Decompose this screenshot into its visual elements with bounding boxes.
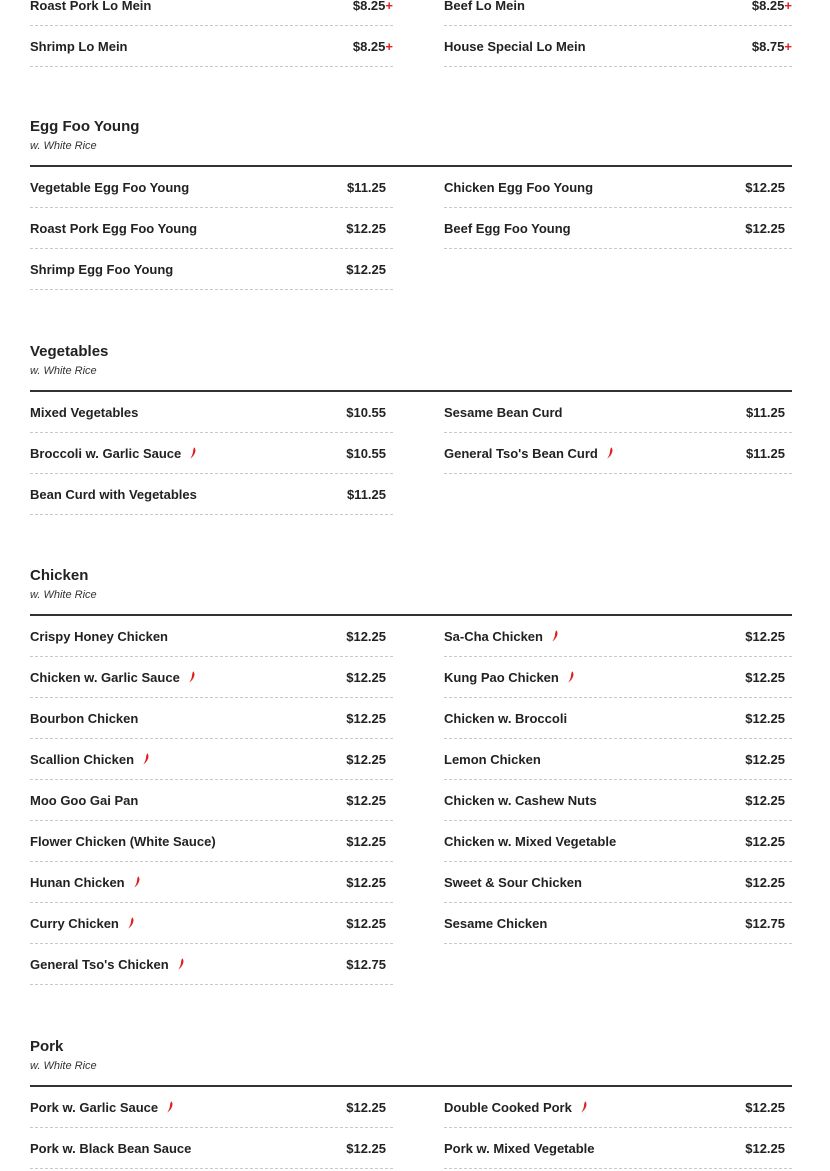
menu-item-name: Roast Pork Lo Mein bbox=[30, 0, 152, 13]
menu-item-name bbox=[30, 487, 197, 502]
plus-icon[interactable]: + bbox=[784, 39, 792, 54]
menu-item[interactable] bbox=[444, 862, 792, 903]
menu-item[interactable] bbox=[30, 1128, 393, 1169]
menu-item-price: $11.25 bbox=[346, 180, 386, 195]
menu-item-name bbox=[30, 916, 135, 931]
menu-item-name-text: Scallion Chicken bbox=[30, 752, 135, 767]
menu-item-price: $12.25 bbox=[745, 875, 785, 890]
chili-pepper-icon bbox=[166, 1101, 174, 1113]
menu-item-name-text: Sesame Chicken bbox=[444, 916, 548, 931]
plus-icon[interactable]: + bbox=[784, 0, 792, 13]
menu-item-name bbox=[30, 262, 173, 277]
section-right-column bbox=[444, 1087, 792, 1169]
menu-item-name-text: General Tso's Chicken bbox=[30, 957, 169, 972]
menu-item-name-text: Lemon Chicken bbox=[444, 752, 541, 767]
menu-item-name bbox=[444, 793, 597, 808]
chili-pepper-icon bbox=[188, 671, 196, 683]
menu-item-price: $12.25 bbox=[346, 1141, 386, 1156]
menu-item-name bbox=[30, 629, 168, 644]
menu-item-name bbox=[30, 1141, 191, 1156]
menu-item-name-text: Mixed Vegetables bbox=[30, 405, 139, 420]
menu-item-price: $8.25+ bbox=[352, 39, 393, 54]
menu-item[interactable] bbox=[30, 821, 393, 862]
menu-item-name bbox=[444, 834, 616, 849]
menu-item[interactable] bbox=[444, 616, 792, 657]
menu-item-price: $12.25 bbox=[346, 711, 386, 726]
menu-item-price: $12.25 bbox=[346, 670, 386, 685]
menu-item-name-text: Beef Egg Foo Young bbox=[444, 221, 571, 236]
section-right-column bbox=[444, 392, 792, 474]
menu-item-name-text: Bourbon Chicken bbox=[30, 711, 139, 726]
menu-item[interactable] bbox=[30, 392, 393, 433]
menu-item-price: $10.55 bbox=[346, 405, 386, 420]
menu-item-name-text: Pork w. Black Bean Sauce bbox=[30, 1141, 192, 1156]
menu-item-name-text: Vegetable Egg Foo Young bbox=[30, 180, 190, 195]
menu-item-name-text: Moo Goo Gai Pan bbox=[30, 793, 139, 808]
menu-item-name bbox=[444, 629, 559, 644]
menu-item[interactable] bbox=[444, 657, 792, 698]
menu-item-name-text: Broccoli w. Garlic Sauce bbox=[30, 446, 182, 461]
menu-item-name bbox=[30, 793, 138, 808]
menu-item-price: $12.25 bbox=[346, 916, 386, 931]
menu-item[interactable] bbox=[444, 780, 792, 821]
menu-item-price: $12.25 bbox=[346, 834, 386, 849]
section-subtitle: w. White Rice bbox=[30, 365, 97, 377]
menu-item-name bbox=[30, 957, 185, 972]
menu-item-price: $11.25 bbox=[745, 446, 785, 461]
menu-item-name bbox=[444, 405, 563, 420]
menu-item-price: $12.25 bbox=[745, 1141, 785, 1156]
menu-item-name-text: Kung Pao Chicken bbox=[444, 670, 559, 685]
menu-item[interactable] bbox=[444, 392, 792, 433]
menu-item-name bbox=[30, 405, 138, 420]
menu-item[interactable] bbox=[30, 0, 393, 26]
menu-item-name bbox=[30, 670, 196, 685]
menu-item-price: $12.25 bbox=[745, 834, 785, 849]
menu-item-name bbox=[30, 221, 197, 236]
section-title: Chicken bbox=[30, 567, 89, 584]
menu-item-price: $12.25 bbox=[745, 1100, 785, 1115]
menu-item-name-text: Chicken w. Mixed Vegetable bbox=[444, 834, 617, 849]
menu-item-name bbox=[30, 711, 138, 726]
menu-item-name-text: Chicken w. Broccoli bbox=[444, 711, 568, 726]
menu-item[interactable] bbox=[444, 433, 792, 474]
menu-item-name-text: Shrimp Egg Foo Young bbox=[30, 262, 174, 277]
menu-item-name: House Special Lo Mein bbox=[444, 39, 586, 54]
menu-item[interactable] bbox=[444, 739, 792, 780]
menu-item-price: $12.25 bbox=[346, 1100, 386, 1115]
chili-pepper-icon bbox=[133, 876, 141, 888]
menu-item-name-text: Hunan Chicken bbox=[30, 875, 125, 890]
menu-item[interactable] bbox=[444, 698, 792, 739]
menu-item-name bbox=[30, 446, 197, 461]
menu-item-price: $12.25 bbox=[346, 752, 386, 767]
menu-item-name bbox=[444, 752, 541, 767]
section-right-column bbox=[444, 167, 792, 249]
menu-item-name bbox=[444, 711, 567, 726]
menu-item[interactable] bbox=[444, 1128, 792, 1169]
menu-item[interactable] bbox=[30, 474, 393, 515]
menu-item-name-text: Chicken w. Cashew Nuts bbox=[444, 793, 597, 808]
menu-item-name bbox=[30, 1100, 174, 1115]
section-left-column bbox=[30, 392, 393, 515]
menu-item-name bbox=[444, 875, 582, 890]
menu-item-price: $10.55 bbox=[346, 446, 386, 461]
plus-icon[interactable]: + bbox=[385, 39, 393, 54]
menu-item-name-text: Pork w. Mixed Vegetable bbox=[444, 1141, 595, 1156]
menu-item[interactable] bbox=[30, 167, 393, 208]
chili-pepper-icon bbox=[142, 753, 150, 765]
menu-item-name-text: Double Cooked Pork bbox=[444, 1100, 572, 1115]
menu-item[interactable] bbox=[30, 433, 393, 474]
chili-pepper-icon bbox=[551, 630, 559, 642]
menu-item-price: $12.25 bbox=[745, 670, 785, 685]
menu-item-price: $12.75 bbox=[745, 916, 785, 931]
chili-pepper-icon bbox=[580, 1101, 588, 1113]
menu-item[interactable] bbox=[444, 208, 792, 249]
menu-item-name-text: Chicken w. Garlic Sauce bbox=[30, 670, 180, 685]
menu-item[interactable] bbox=[30, 26, 393, 67]
menu-item-name-text: Sa-Cha Chicken bbox=[444, 629, 543, 644]
menu-item-price: $12.25 bbox=[745, 221, 785, 236]
lo-mein-right-column bbox=[444, 0, 792, 67]
menu-item[interactable] bbox=[30, 1087, 393, 1128]
menu-item-name bbox=[444, 1141, 595, 1156]
menu-item-name-text: Curry Chicken bbox=[30, 916, 119, 931]
chili-pepper-icon bbox=[189, 447, 197, 459]
menu-item-name-text: Sesame Bean Curd bbox=[444, 405, 563, 420]
menu-item-name bbox=[444, 1100, 588, 1115]
menu-item-price: $12.75 bbox=[346, 957, 386, 972]
menu-item[interactable] bbox=[30, 249, 393, 290]
section-left-column bbox=[30, 616, 393, 985]
menu-item-name: Shrimp Lo Mein bbox=[30, 39, 128, 54]
menu-item-name: Beef Lo Mein bbox=[444, 0, 525, 13]
menu-item-name bbox=[444, 180, 593, 195]
menu-item-name bbox=[30, 752, 150, 767]
lo-mein-left-column bbox=[30, 0, 393, 67]
menu-item[interactable] bbox=[444, 26, 792, 67]
chili-pepper-icon bbox=[127, 917, 135, 929]
menu-item-price: $12.25 bbox=[745, 711, 785, 726]
section-subtitle: w. White Rice bbox=[30, 589, 97, 601]
menu-item-price: $12.25 bbox=[346, 793, 386, 808]
menu-item-price: $12.25 bbox=[346, 262, 386, 277]
menu-item[interactable] bbox=[30, 208, 393, 249]
chili-pepper-icon bbox=[567, 671, 575, 683]
menu-item-name-text: General Tso's Bean Curd bbox=[444, 446, 598, 461]
menu-item[interactable] bbox=[30, 944, 393, 985]
section-left-column bbox=[30, 1087, 393, 1169]
chili-pepper-icon bbox=[177, 958, 185, 970]
menu-item-price: $12.25 bbox=[745, 793, 785, 808]
menu-item[interactable] bbox=[444, 903, 792, 944]
menu-item-name bbox=[30, 875, 141, 890]
section-title: Vegetables bbox=[30, 343, 109, 360]
menu-item[interactable] bbox=[444, 1087, 792, 1128]
menu-item-price: $11.25 bbox=[745, 405, 785, 420]
plus-icon[interactable]: + bbox=[385, 0, 393, 13]
menu-item-name-text: Pork w. Garlic Sauce bbox=[30, 1100, 159, 1115]
menu-item-name bbox=[444, 916, 547, 931]
menu-item[interactable] bbox=[30, 780, 393, 821]
section-title: Pork bbox=[30, 1038, 64, 1055]
section-right-column bbox=[444, 616, 792, 944]
menu-item-name-text: Roast Pork Egg Foo Young bbox=[30, 221, 198, 236]
menu-item-price: $12.25 bbox=[745, 180, 785, 195]
menu-item-price: $8.75+ bbox=[751, 39, 792, 54]
menu-item[interactable] bbox=[30, 657, 393, 698]
menu-item-name-text: Flower Chicken (White Sauce) bbox=[30, 834, 216, 849]
menu-item-price: $12.25 bbox=[745, 752, 785, 767]
menu-item-price: $12.25 bbox=[346, 629, 386, 644]
menu-item[interactable] bbox=[444, 821, 792, 862]
menu-item[interactable] bbox=[444, 0, 792, 26]
menu-item-price: $12.25 bbox=[745, 629, 785, 644]
chili-pepper-icon bbox=[606, 447, 614, 459]
menu-item-name bbox=[444, 221, 571, 236]
menu-item-price: $8.25+ bbox=[352, 0, 393, 13]
menu-item-name-text: Sweet & Sour Chicken bbox=[444, 875, 582, 890]
menu-item[interactable] bbox=[30, 903, 393, 944]
menu-item-name bbox=[30, 834, 216, 849]
menu-item-name-text: Bean Curd with Vegetables bbox=[30, 487, 197, 502]
menu-item[interactable] bbox=[30, 616, 393, 657]
menu-item-price: $12.25 bbox=[346, 875, 386, 890]
section-subtitle: w. White Rice bbox=[30, 1060, 97, 1072]
menu-item[interactable] bbox=[30, 862, 393, 903]
menu-item[interactable] bbox=[30, 698, 393, 739]
menu-item-name-text: Chicken Egg Foo Young bbox=[444, 180, 594, 195]
menu-item-name bbox=[444, 670, 575, 685]
menu-item[interactable] bbox=[444, 167, 792, 208]
section-subtitle: w. White Rice bbox=[30, 140, 97, 152]
menu-item-name bbox=[444, 446, 614, 461]
menu-item-price: $11.25 bbox=[346, 487, 386, 502]
menu-item[interactable] bbox=[30, 739, 393, 780]
menu-item-price: $12.25 bbox=[346, 221, 386, 236]
section-title: Egg Foo Young bbox=[30, 118, 140, 135]
section-left-column bbox=[30, 167, 393, 290]
menu-item-name-text: Crispy Honey Chicken bbox=[30, 629, 168, 644]
menu-item-price: $8.25+ bbox=[751, 0, 792, 13]
menu-item-name bbox=[30, 180, 189, 195]
